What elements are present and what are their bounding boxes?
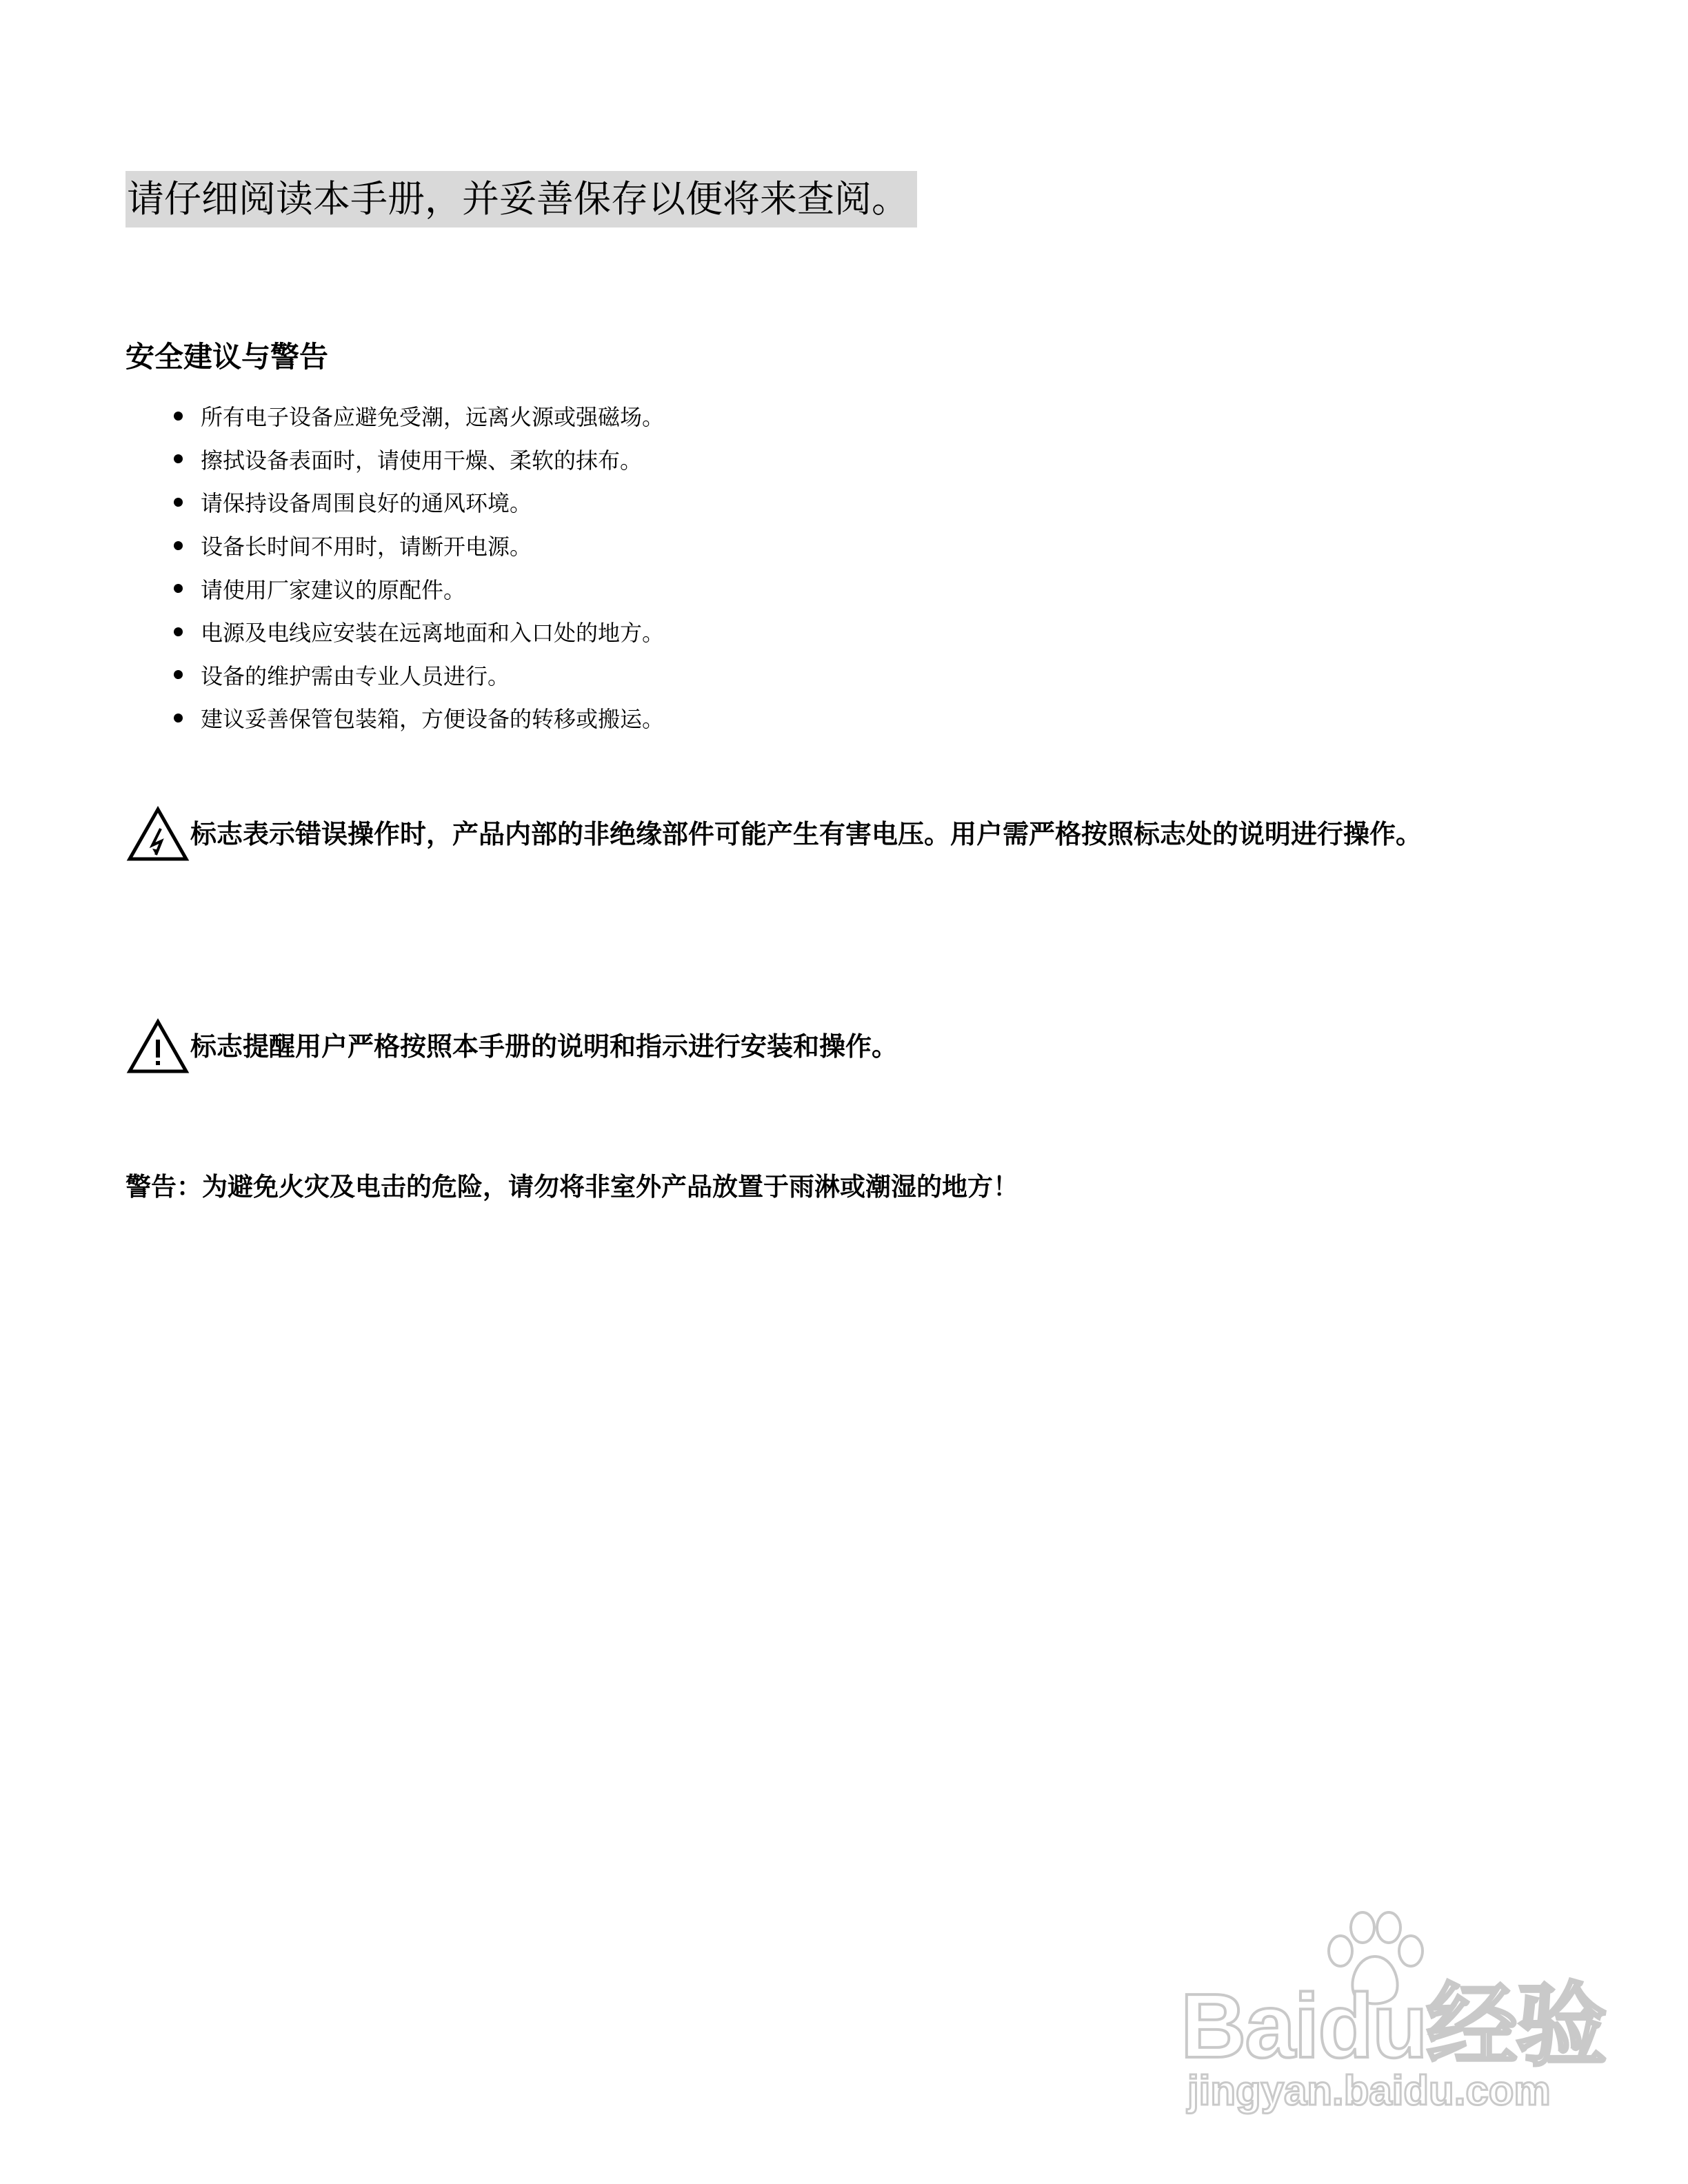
watermark-logo-text: Baidu经验 [1180, 1975, 1606, 2076]
electric-shock-warning-icon [125, 805, 190, 863]
watermark-url: jingyan.baidu.com [1187, 2067, 1551, 2114]
list-item [174, 567, 664, 610]
list-item [174, 524, 664, 567]
list-item-text: 建议妥善保管包装箱，方便设备的转移或搬运。 [201, 706, 665, 733]
bullet-icon [174, 670, 183, 679]
list-item-text: 设备长时间不用时，请断开电源。 [201, 534, 532, 560]
list-item-text: 擦拭设备表面时，请使用干燥、柔软的抹布。 [201, 447, 643, 474]
bullet-icon [174, 541, 183, 550]
list-item-text: 请保持设备周围良好的通风环境。 [201, 490, 532, 517]
safety-list [174, 394, 664, 740]
list-item-text: 电源及电线应安装在远离地面和入口处的地方。 [201, 620, 665, 647]
bullet-icon [174, 412, 183, 421]
shock-warning [125, 805, 1518, 863]
list-item [174, 610, 664, 654]
final-warning: 警告：为避免火灾及电击的危险，请勿将非室外产品放置于雨淋或潮湿的地方！ [125, 1172, 1018, 1202]
list-item [174, 481, 664, 524]
list-item [174, 654, 664, 697]
intro-banner: 请仔细阅读本手册，并妥善保存以便将来查阅。 [125, 171, 917, 228]
caution-warning-text: 标志提醒用户严格按照本手册的说明和指示进行安装和操作。 [190, 1031, 898, 1062]
list-item [174, 438, 664, 481]
bullet-icon [174, 714, 183, 722]
list-item [174, 696, 664, 740]
safety-heading: 安全建议与警告 [125, 340, 329, 374]
bullet-icon [174, 498, 183, 507]
bullet-icon [174, 627, 183, 636]
bullet-icon [174, 584, 183, 593]
shock-warning-text: 标志表示错误操作时，产品内部的非绝缘部件可能产生有害电压。用户需严格按照标志处的说明进行操作。 [190, 819, 1423, 849]
list-item-text: 请使用厂家建议的原配件。 [201, 576, 466, 603]
list-item-text: 设备的维护需由专业人员进行。 [201, 663, 510, 689]
list-item [174, 394, 664, 438]
bullet-icon [174, 454, 183, 463]
baidu-watermark [1180, 1908, 1606, 2115]
caution-warning [125, 1018, 1518, 1075]
exclamation-warning-icon [125, 1018, 190, 1075]
list-item-text: 所有电子设备应避免受潮，远离火源或强磁场。 [201, 404, 665, 431]
